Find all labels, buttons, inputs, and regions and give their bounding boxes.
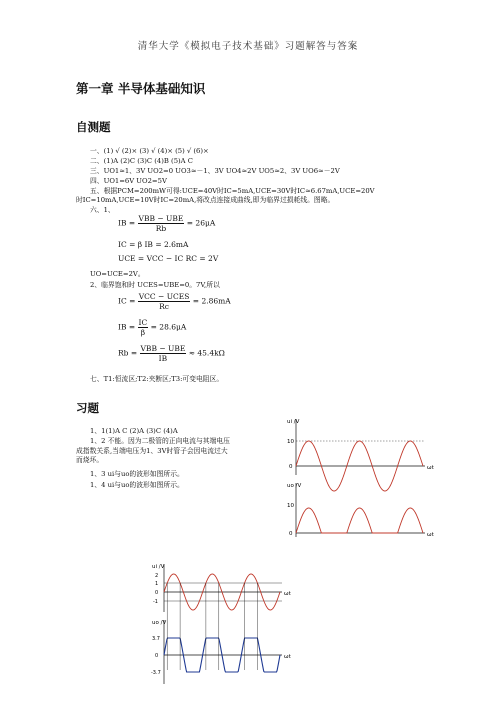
- uo-result: UO=UCE=2V。: [90, 270, 145, 278]
- exercises-heading: 习题: [76, 401, 99, 415]
- fraction: [138, 292, 191, 311]
- equation-uce: UCE = VCC − IC RC = 2V: [118, 254, 219, 263]
- denominator: IB: [158, 354, 168, 363]
- exercise-1-4: 1、4 ui与uo的波形如图所示。: [90, 481, 184, 489]
- waveform-figure-1-3: [285, 415, 440, 540]
- denominator: Rc: [159, 302, 169, 311]
- fraction: [138, 214, 185, 233]
- equation-ib-sat: [118, 318, 186, 337]
- bottom-tick-0: 0: [155, 653, 159, 659]
- answer-q1: 一、(1) √ (2)× (3) √ (4)× (5) √ (6)×: [90, 147, 209, 155]
- answer-q5-line2: 时IC=10mA,UCE=10V时IC=20mA,将改点连接成曲线,即为临界过损耗线。图略。: [76, 196, 335, 204]
- equation-rhs: ≈ 45.4kΩ: [188, 348, 225, 358]
- chapter-title: 第一章 半导体基础知识: [76, 81, 206, 96]
- top-tick-neg1: -1: [153, 599, 158, 605]
- top-tick-10: 10: [287, 439, 294, 445]
- answer-q7: 七、T1:恒流区;T2:夹断区;T3:可变电阻区。: [90, 375, 224, 383]
- numerator: VCC − UCES: [138, 292, 190, 301]
- equation-ic-sat: [118, 292, 231, 311]
- projection-lines: [167, 583, 257, 670]
- denominator: β: [140, 328, 146, 337]
- numerator: VBB − UBE: [138, 214, 184, 223]
- equation-lhs: IB =: [118, 322, 136, 332]
- fraction: [140, 344, 187, 363]
- equation-lhs: Rb =: [118, 348, 138, 358]
- top-y-label: ui /V: [152, 564, 165, 570]
- denominator: Rb: [155, 224, 167, 233]
- bottom-x-label: ωt: [427, 532, 434, 538]
- exercise-1-2-line: 成指数关系,当端电压为1、3V时管子会因电流过大: [76, 446, 228, 455]
- numerator: VBB − UBE: [140, 344, 186, 353]
- answer-q5-line1: 五、根据PCM=200mW可得:UCE=40V时IC=5mA,UCE=30V时IC≈6.67mA,UCE=20V: [90, 187, 375, 195]
- bottom-tick-3-7: 3.7: [152, 636, 160, 642]
- exercise-1-1: 1、1(1)A C (2)A (3)C (4)A: [90, 427, 178, 435]
- waveform-figure-1-4: [152, 560, 302, 700]
- equation-rhs: = 26μA: [186, 218, 216, 228]
- top-tick-0: 0: [155, 590, 159, 596]
- exercise-1-2-line: 而烧坏。: [76, 456, 104, 464]
- top-tick-1: 1: [155, 581, 159, 587]
- answer-q6-2: 2、临界饱和时 UCES=UBE=0。7V,所以: [90, 281, 220, 289]
- top-x-label: ωt: [284, 591, 291, 597]
- equation-rb: [118, 344, 225, 363]
- top-y-label: ui /V: [287, 419, 300, 425]
- answer-q6-label: 六、1、: [90, 206, 115, 214]
- equation-lhs: IC =: [118, 296, 136, 306]
- answer-q3: 三、UO1≈1、3V UO2=0 UO3≈－1、3V UO4≈2V UO5≈2、3V UO6≈－2V: [90, 167, 340, 175]
- answer-q2: 二、(1)A (2)C (3)C (4)B (5)A C: [90, 157, 193, 165]
- bottom-y-label: uo /V: [287, 483, 302, 489]
- bottom-zero: 0: [289, 531, 293, 537]
- equation-rhs: = 28.6μA: [150, 322, 187, 332]
- exercise-1-2: [76, 437, 305, 466]
- top-tick-2: 2: [155, 573, 159, 579]
- numerator: IC: [138, 318, 148, 327]
- exercise-1-3: 1、3 ui与uo的波形如图所示。: [90, 470, 184, 478]
- equation-ib: [118, 214, 215, 233]
- fraction: [138, 318, 149, 337]
- exercise-1-2-line: 1、2 不能。因为二极管的正向电流与其端电压: [90, 437, 230, 445]
- equation-lhs: IB =: [118, 218, 136, 228]
- self-test-heading: 自测题: [76, 120, 111, 134]
- answer-q4: 四、UO1=6V UO2=5V: [90, 177, 167, 185]
- top-zero: 0: [289, 464, 293, 470]
- bottom-tick-10: 10: [287, 503, 294, 509]
- bottom-y-label: uo /V: [152, 620, 167, 626]
- output-half-wave: [296, 508, 423, 533]
- equation-ic: IC = β IB = 2.6mA: [118, 240, 189, 249]
- equation-rhs: = 2.86mA: [192, 296, 231, 306]
- top-x-label: ωt: [427, 465, 434, 471]
- page-header: 清华大学《模拟电子技术基础》习题解答与答案: [137, 41, 359, 52]
- bottom-x-label: ωt: [284, 654, 291, 660]
- bottom-tick-neg3-7: -3.7: [151, 670, 161, 676]
